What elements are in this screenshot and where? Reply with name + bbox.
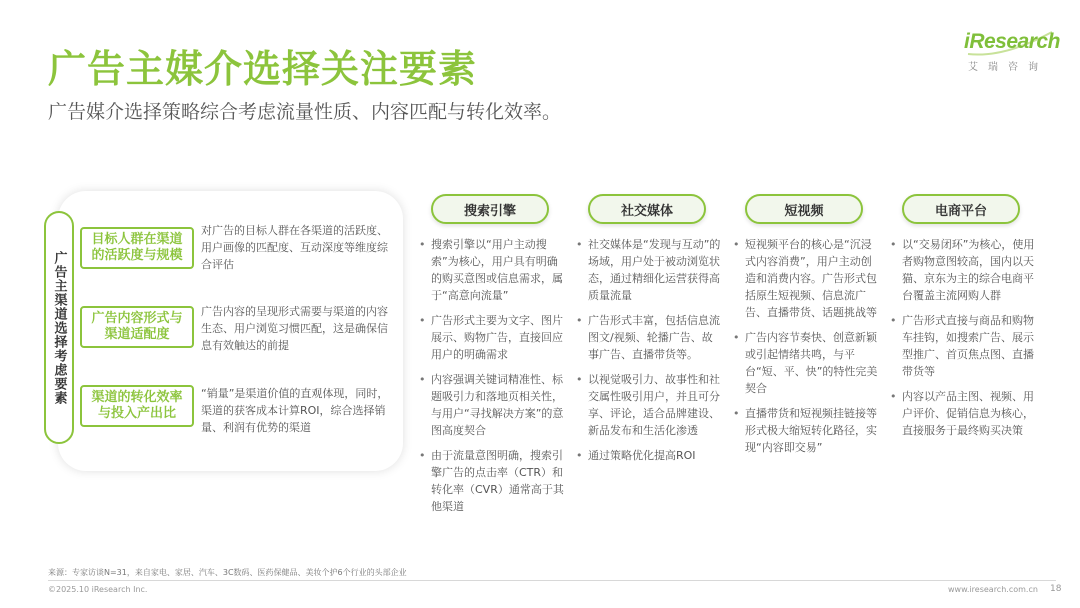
bullet-item: • 以“交易闭环”为核心，使用者购物意图较高，国内以天猫、京东为主的综合电商平台覆盖主流网购人群 xyxy=(888,236,1036,304)
website: www.iresearch.com.cn xyxy=(948,585,1038,594)
source-note: 来源：专家访谈N=31，来自家电、家居、汽车、3C数码、医药保健品、美妆个护6个行业的头部企业 xyxy=(48,568,407,577)
footer-divider xyxy=(48,580,1056,581)
column-title-ecommerce: 电商平台 xyxy=(902,194,1020,224)
criterion-desc: “销量”是渠道价值的直观体现，同时，渠道的获客成本计算ROI，综合选择销量、利润有优势的渠道 xyxy=(201,387,389,434)
bullet-item: • 内容以产品主图、视频、用户评价、促销信息为核心，直接服务于最终购买决策 xyxy=(888,388,1036,439)
column-title-search: 搜索引擎 xyxy=(431,194,549,224)
bullet-item: • 广告形式直接与商品和购物车挂钩，如搜索广告、展示型推广、首页焦点图、直播带货等 xyxy=(888,312,1036,380)
criterion-desc: 广告内容的呈现形式需要与渠道的内容生态、用户浏览习惯匹配，这是确保信息有效触达的前提 xyxy=(201,305,388,352)
bullet-item: • 内容强调关键词精准性、标题吸引力和落地页相关性，与用户“寻找解决方案”的意图高度契合 xyxy=(417,371,565,439)
page-subtitle: 广告媒介选择策略综合考虑流量性质、内容匹配与转化效率。 xyxy=(48,101,562,123)
criterion-label: 目标人群在渠道的活跃度与规模 xyxy=(80,227,194,269)
bullet-item: • 通过策略优化提高ROI xyxy=(574,447,722,464)
column-ecommerce xyxy=(888,236,1036,447)
bullet-item: • 社交媒体是“发现与互动”的场域，用户处于被动浏览状态，通过精细化运营获得高质量流量 xyxy=(574,236,722,304)
bullet-item: • 以视觉吸引力、故事性和社交属性吸引用户，并且可分享、评论，适合品牌建设、新品发布和生活化渗透 xyxy=(574,371,722,439)
criteria-vertical-bar xyxy=(44,211,74,444)
page-number: 18 xyxy=(1050,584,1062,594)
column-search xyxy=(417,236,565,523)
bullet-item: • 直播带货和短视频挂链接等形式极大缩短转化路径，实现“内容即交易” xyxy=(731,405,879,456)
criterion-label: 广告内容形式与渠道适配度 xyxy=(80,306,194,348)
column-title-short-video: 短视频 xyxy=(745,194,863,224)
bullet-item: • 广告内容节奏快、创意新颖或引起情绪共鸣，与平台“短、平、快”的特性完美契合 xyxy=(731,329,879,397)
column-title-social: 社交媒体 xyxy=(588,194,706,224)
page-title: 广告主媒介选择关注要素 xyxy=(48,47,478,91)
bullet-item: • 由于流量意图明确，搜索引擎广告的点击率（CTR）和转化率（CVR）通常高于其他渠道 xyxy=(417,447,565,515)
column-social xyxy=(574,236,722,472)
criteria-vertical-label: 广告主渠道选择考虑要素 xyxy=(51,250,67,405)
bullet-item: • 广告形式丰富，包括信息流图文/视频、轮播广告、故事广告、直播带货等。 xyxy=(574,312,722,363)
logo-wordmark: iResearch xyxy=(964,30,1060,53)
copyright: ©2025.10 iResearch Inc. xyxy=(48,585,148,594)
column-short-video xyxy=(731,236,879,464)
criterion-label: 渠道的转化效率与投入产出比 xyxy=(80,385,194,427)
bullet-item: • 广告形式主要为文字、图片展示、购物广告，直接回应用户的明确需求 xyxy=(417,312,565,363)
iresearch-logo xyxy=(962,28,1060,74)
criterion-desc: 对广告的目标人群在各渠道的活跃度、用户画像的匹配度、互动深度等维度综合评估 xyxy=(201,224,388,271)
bullet-item: • 短视频平台的核心是“沉浸式内容消费”，用户主动创造和消费内容。广告形式包括原生短视频、信息流广告、直播带货、话题挑战等 xyxy=(731,236,879,321)
bullet-item: • 搜索引擎以“用户主动搜索”为核心，用户具有明确的购买意图或信息需求，属于“高意向流量” xyxy=(417,236,565,304)
logo-chinese: 艾瑞咨询 xyxy=(968,62,1048,73)
